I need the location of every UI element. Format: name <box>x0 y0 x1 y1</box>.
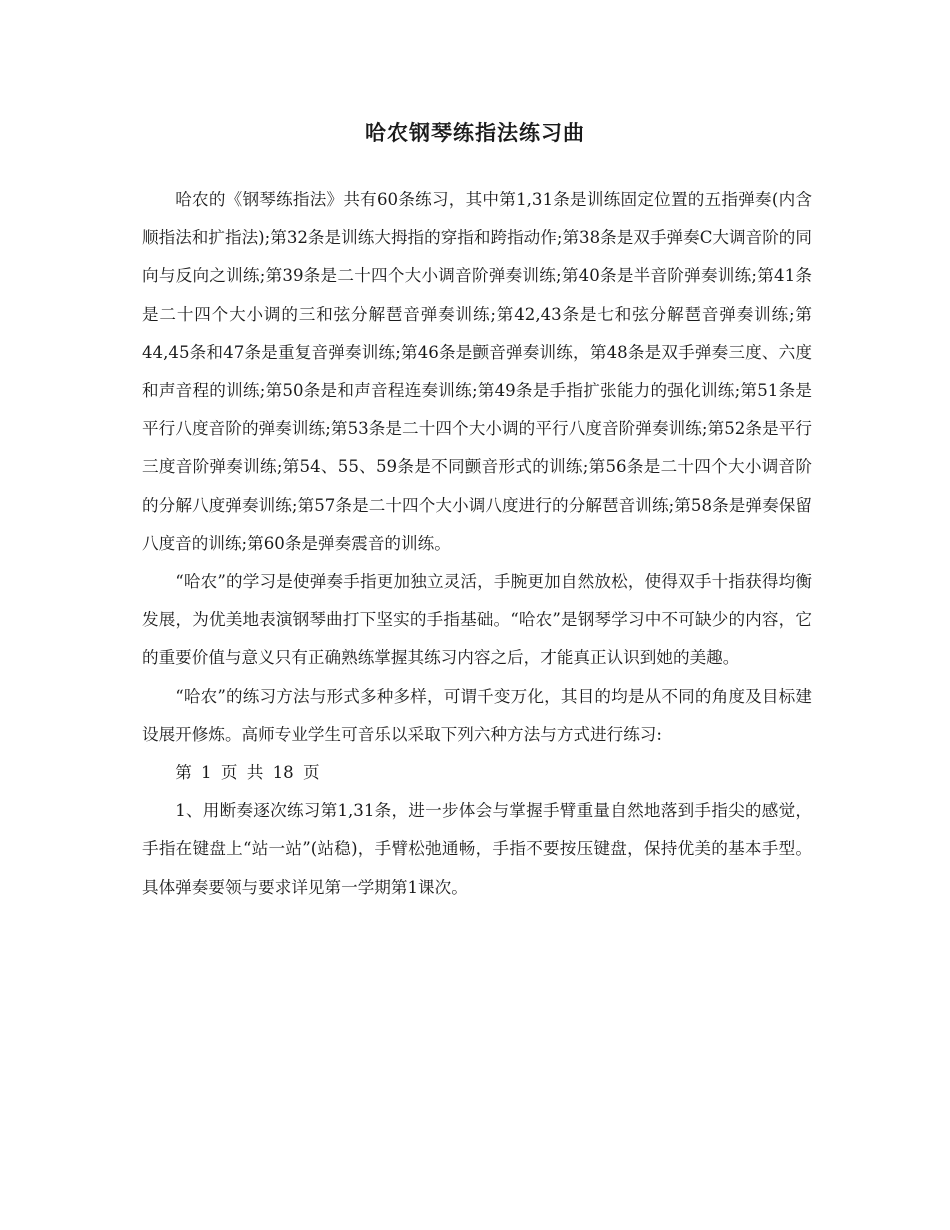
page-number-footer: 第 1 页 共 18 页 <box>175 763 320 783</box>
paragraph-hanon-purpose: “哈农”的学习是使弹奏手指更加独立灵活，手腕更加自然放松，使得双手十指获得均衡发展，为优美地表演钢琴曲打下坚实的手指基础。“哈农”是钢琴学习中不可缺少的内容，它的重要价值与意义只有正确熟练掌握其练习内容之后，才能真正认识到她的美趣。 <box>142 572 812 668</box>
document-title: 哈农钢琴练指法练习曲 <box>365 120 585 145</box>
paragraph-exercise-overview: 哈农的《钢琴练指法》共有60条练习，其中第1,31条是训练固定位置的五指弹奏(内含顺指法和扩指法);第32条是训练大拇指的穿指和跨指动作;第38条是双手弹奏C大调音阶的同向与反向之训练;第39条是二十四个大小调音阶弹奏训练;第40条是半音阶弹奏训练;第41条是二十四个大小调的三和弦分解琶音弹奏训练;第42,43条是七和弦分解琶音弹奏训练;第44,45条和47条是重复音弹奏训练;第46条是颤音弹奏训练，第48条是双手弹奏三度、六度和声音程的训练;第50条是和声音程连奏训练;第49条是手指扩张能力的强化训练;第51条是平行八度音阶的弹奏训练;第53条是二十四个大小调的平行八度音阶弹奏训练;第52条是平行三度音阶弹奏训练;第54、55、59条是不同颤音形式的训练;第56条是二十四个大小调音阶的分解八度弹奏训练;第57条是二十四个大小调八度进行的分解琶音训练;第58条是弹奏保留八度音的训练;第60条是弹奏震音的训练。 <box>142 190 812 553</box>
paragraph-method-1: 1、用断奏逐次练习第1,31条，进一步体会与掌握手臂重量自然地落到手指尖的感觉，手指在键盘上“站一站”(站稳)，手臂松弛通畅，手指不要按压键盘，保持优美的基本手型。具体弹奏要领与要求详见第一学期第1课次。 <box>142 801 812 897</box>
document-body <box>142 181 812 907</box>
paragraph-practice-methods: “哈农”的练习方法与形式多种多样，可谓千变万化，其目的均是从不同的角度及目标建设展开修炼。高师专业学生可音乐以采取下列六种方法与方式进行练习: <box>142 686 812 744</box>
